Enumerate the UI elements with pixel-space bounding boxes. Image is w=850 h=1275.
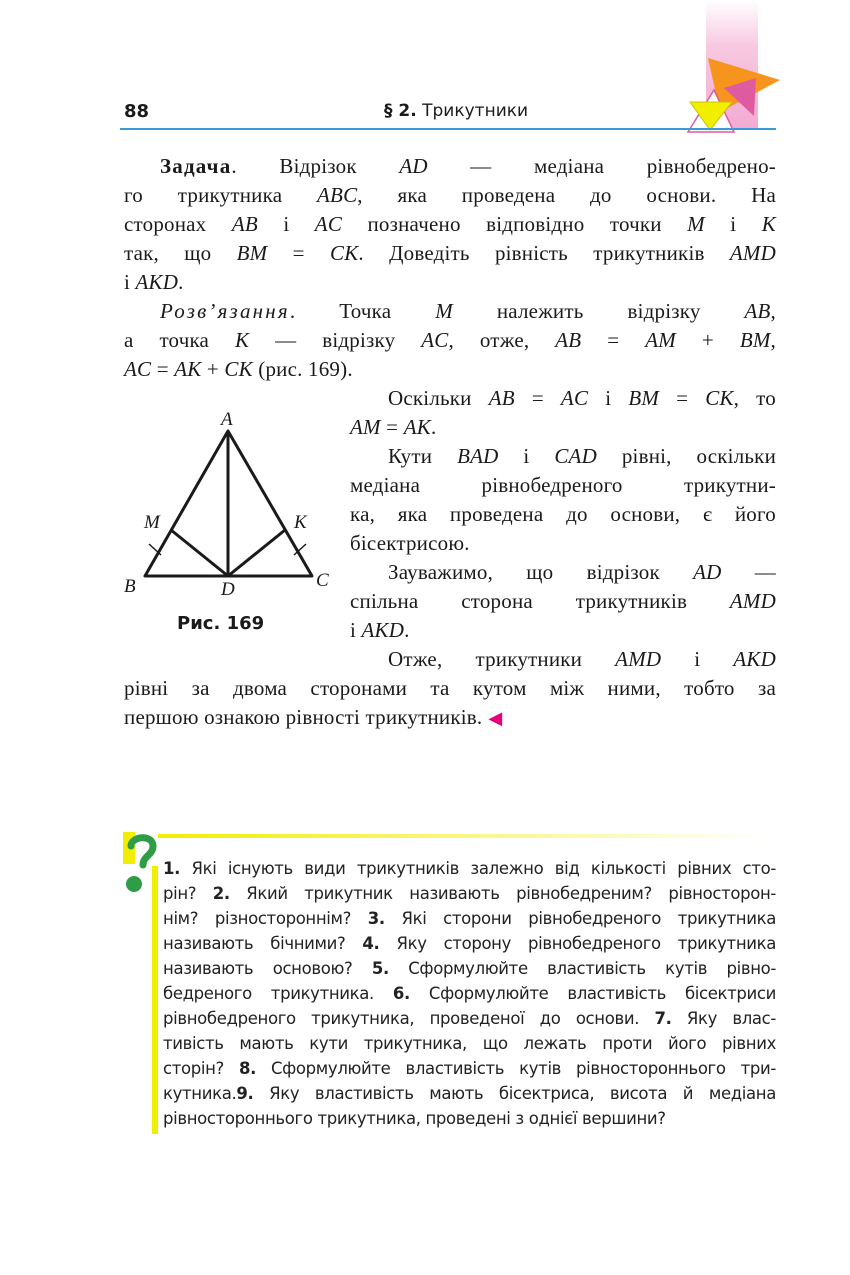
segment-md [171,530,228,576]
solution-line: ка, яка проведена до основи, є його [350,502,776,526]
solution-line: Оскільки AB = AC і BM = CK, то [388,386,776,410]
solution-line: спільна сторона трикутників AMD [350,589,776,613]
question-line: рівнобедреного трикутника, проведеної до основи. 7. Яку влас- [163,1009,776,1028]
triangles-decoration [680,50,790,134]
figure-caption: Рис. 169 [177,613,265,634]
question-line: нім? різностороннім? 3. Які сторони рівнобедреного трикутника [163,909,776,928]
question-line: сторін? 8. Сформулюйте властивість кутів рівностороннього три- [163,1059,776,1078]
solution-line: AM = AK. [350,415,437,439]
solution-line: Зауважимо, що відрізок AD — [388,560,776,584]
segment-kd [228,530,285,576]
question-line: 1. Які існують види трикутників залежно від кількості рівних сто- [163,859,776,878]
solution-line: AC = AK + CK (рис. 169). [124,357,353,381]
question-line: тивість мають кути трикутника, що лежать проти його рівних [163,1034,776,1053]
solution-line: і AKD. [350,618,410,642]
problem-line: го трикутника ABC, яка проведена до основи. На [124,183,776,207]
problem-line: сторонах AB і AC позначено відповідно точки M і K [124,212,776,236]
solution-line: бісектрисою. [350,531,470,555]
questions-top-rule [158,834,768,838]
label-c: C [316,570,329,591]
question-line: рівностороннього трикутника, проведені з однієї вершини? [163,1109,666,1128]
question-line: кутника.9. Яку властивість мають бісектриса, висота й медіана [163,1084,776,1103]
solution-line: Кути BAD і CAD рівні, оскільки [388,444,777,468]
question-line: називають бічними? 4. Яку сторону рівнобедреного трикутника [163,934,777,953]
question-line: називають основою? 5. Сформулюйте властивість кутів рівно- [163,959,776,978]
label-m: M [144,512,160,533]
label-k: K [294,512,307,533]
question-mark-icon [123,832,161,894]
question-line: бедреного трикутника. 6. Сформулюйте властивість бісектриси [163,984,777,1003]
end-of-proof-marker: ◀ [488,708,503,728]
section-name: Трикутники [422,101,529,121]
section-number: § 2. [384,101,417,121]
solution-heading: Розв’язання [160,299,290,323]
page-number: 88 [124,101,150,122]
solution-line: медіана рівнобедреного трикутни- [350,473,776,497]
section-title [384,101,528,121]
label-a: A [221,409,233,430]
solution-line: рівні за двома сторонами та кутом між ними, тобто за [124,676,776,700]
problem-line: і AKD. [124,270,184,294]
label-d: D [221,579,235,598]
header-rule [120,128,776,130]
question-line: рін? 2. Який трикутник називають рівнобедреним? рівносторон- [163,884,776,903]
solution-line: Розв’язання. Точка M належить відрізку AB, [160,299,776,323]
problem-heading: Задача [160,154,232,178]
triangle-figure [120,403,335,598]
solution-line: а точка K — відрізку AC, отже, AB = AM + BM, [124,328,776,352]
problem-line: Задача. Відрізок AD — медіана рівнобедрено- [160,154,777,178]
label-b: B [124,576,136,597]
problem-line: так, що BM = CK. Доведіть рівність трикутників AMD [124,241,776,265]
questions-side-bar [152,866,158,1134]
solution-line: першою ознакою рівності трикутників. ◀ [124,703,776,732]
solution-line: Отже, трикутники AMD і AKD [388,647,776,671]
